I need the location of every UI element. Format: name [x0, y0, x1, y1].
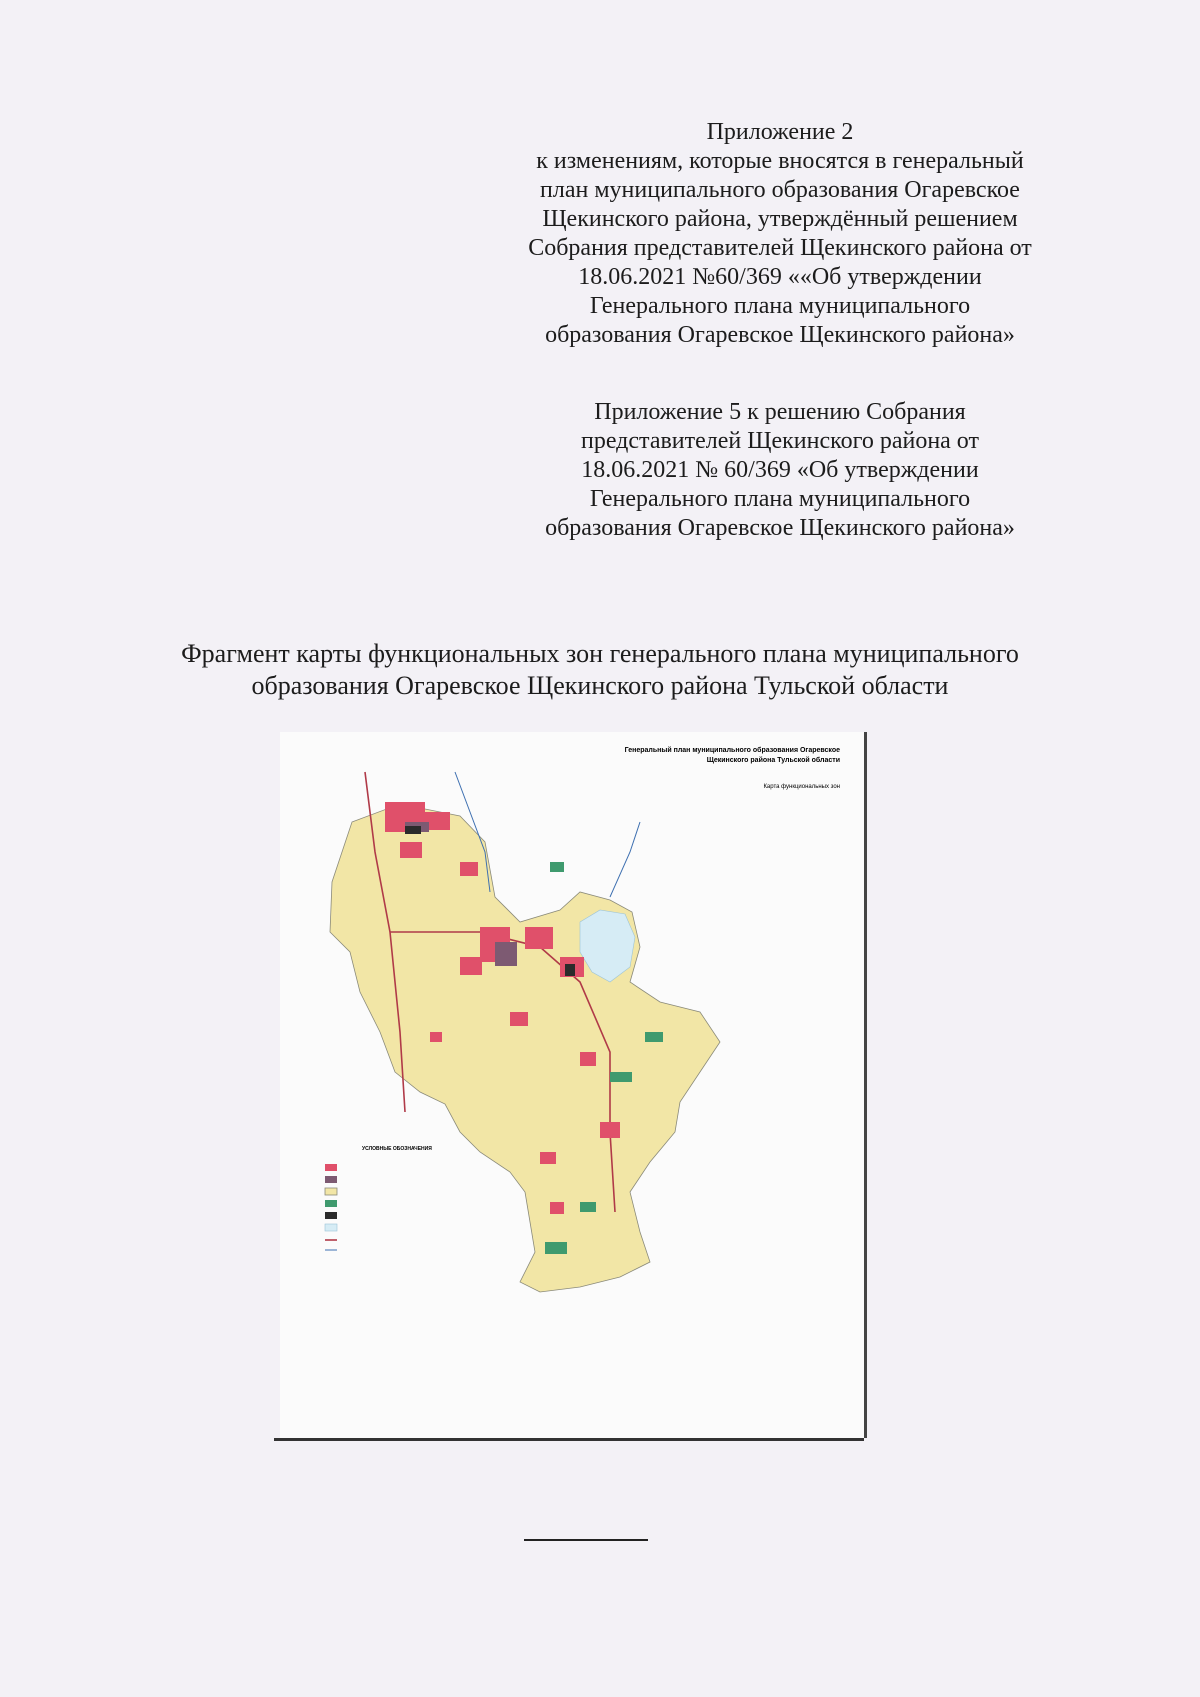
map-legend	[325, 1146, 432, 1250]
map-legend-title: УСЛОВНЫЕ ОБОЗНАЧЕНИЯ	[362, 1146, 432, 1152]
map-frame-underline	[274, 1438, 864, 1441]
appendix-5-line: образования Огаревское Щекинского района»	[545, 515, 1015, 541]
appendix-5-line: 18.06.2021 № 60/369 «Об утверждении	[581, 457, 979, 483]
map-sheet-title-2: Щекинского района Тульской области	[706, 757, 840, 764]
appendix-2-line: Собрания представителей Щекинского района от	[528, 235, 1032, 261]
appendix-2-line: Генерального плана муниципального	[589, 293, 971, 319]
closing-rule	[524, 1539, 648, 1541]
document-heading	[60, 638, 1140, 702]
appendix-2-line: 18.06.2021 №60/369 ««Об утверждении	[578, 264, 982, 290]
heading-line: Фрагмент карты функциональных зон генерального плана муниципального	[181, 639, 1019, 668]
legend-swatch-special	[325, 1212, 337, 1219]
appendix-2-line: план муниципального образования Огаревское	[540, 177, 1020, 203]
appendix-2-line: к изменениям, которые вносятся в генеральный	[536, 148, 1024, 174]
legend-swatch-agricultural	[325, 1188, 337, 1195]
legend-swatch-industrial	[325, 1176, 337, 1183]
appendix-2-line: Щекинского района, утверждённый решением	[542, 206, 1018, 232]
legend-swatch-forest	[325, 1200, 337, 1207]
appendix-5-line: Генерального плана муниципального	[589, 486, 971, 512]
functional-zones-map	[280, 732, 864, 1438]
appendix-5-line: представителей Щекинского района от	[581, 428, 979, 454]
appendix-2-line: образования Огаревское Щекинского района»	[545, 322, 1015, 348]
map-fragment	[280, 732, 867, 1438]
appendix-2-header	[470, 118, 1090, 350]
map-sheet-subtitle: Карта функциональных зон	[763, 784, 840, 790]
legend-swatch-water	[325, 1224, 337, 1231]
legend-swatch-residential	[325, 1164, 337, 1171]
appendix-2-line: Приложение 2	[706, 119, 854, 145]
heading-line: образования Огаревское Щекинского района Тульской области	[251, 671, 949, 700]
river-line	[610, 822, 640, 897]
map-sheet-title: Генеральный план муниципального образования Огаревское	[624, 747, 840, 754]
territory-agricultural-zone	[330, 804, 720, 1292]
appendix-5-line: Приложение 5 к решению Собрания	[594, 399, 966, 425]
appendix-5-header	[470, 398, 1090, 543]
